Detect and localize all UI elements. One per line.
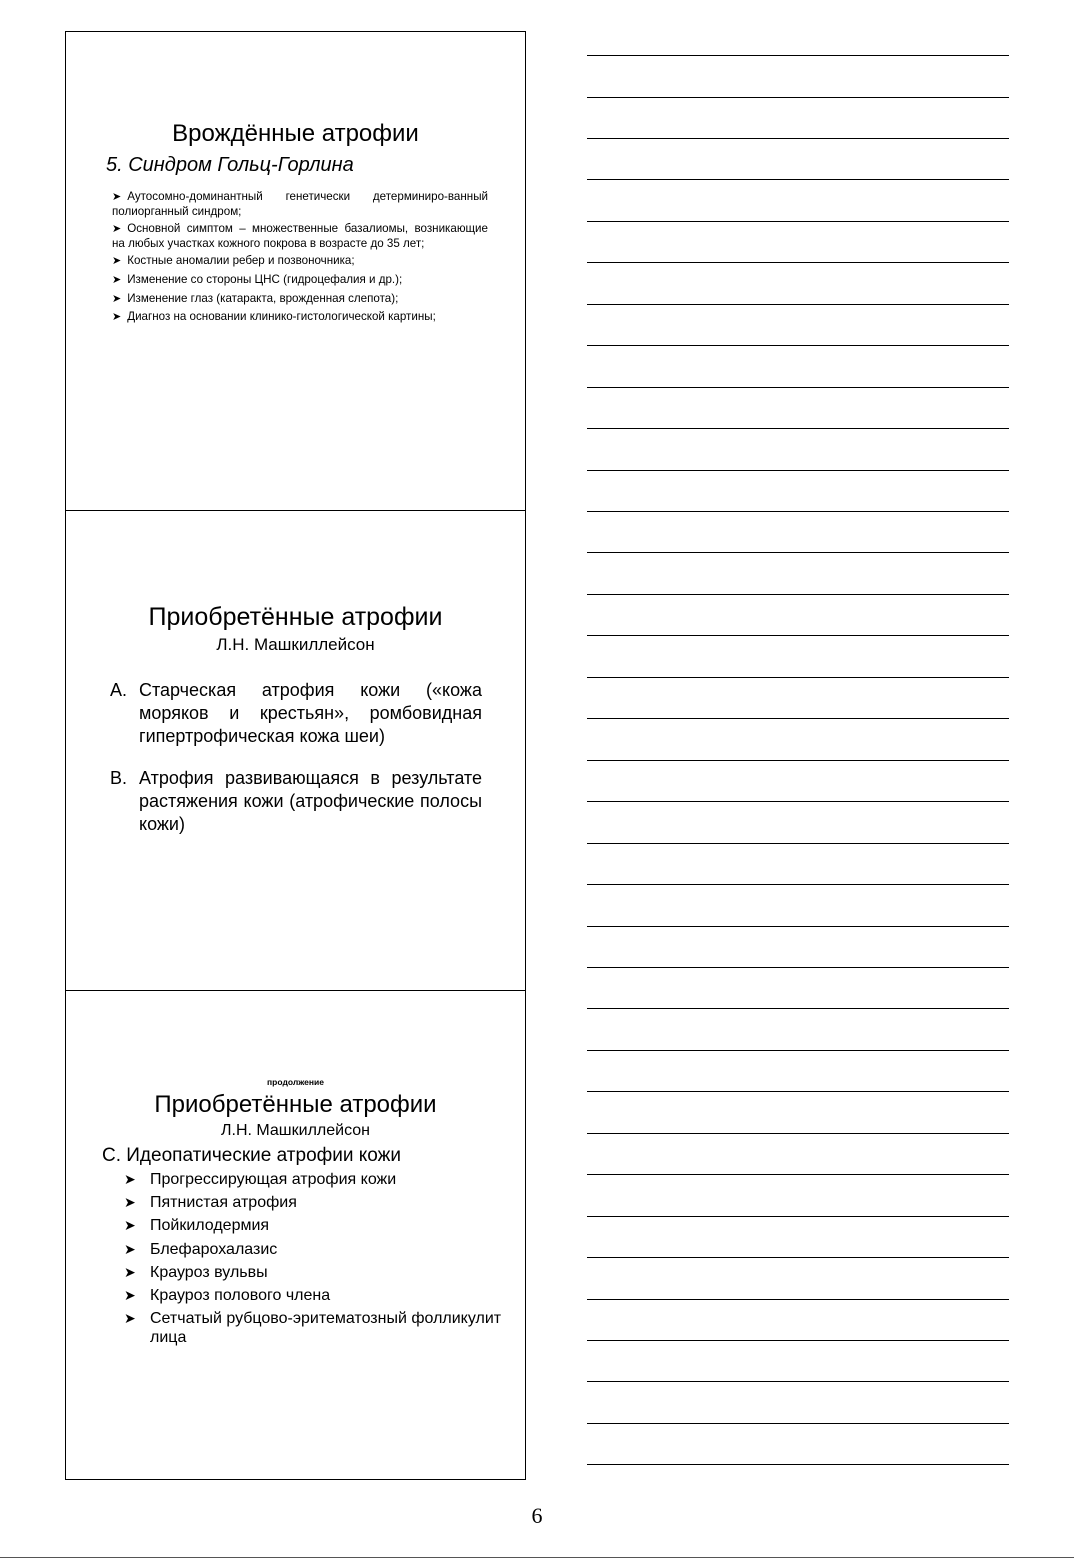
note-line xyxy=(587,1174,1009,1175)
slide-title: Приобретённые атрофии xyxy=(148,603,443,631)
list-item xyxy=(110,767,482,836)
note-line xyxy=(587,470,1009,471)
note-line xyxy=(587,843,1009,844)
list-item: ➤ Изменение глаз (катаракта, врожденная слепота); xyxy=(112,291,399,305)
item-letter: А. xyxy=(110,680,128,700)
note-line xyxy=(587,926,1009,927)
arrowhead-bullet-icon: ➤ xyxy=(124,1217,136,1234)
list-item: ➤ Сетчатый рубцово-эритематозный фолликулит лица xyxy=(124,1310,502,1347)
bullet-list xyxy=(112,190,488,329)
list-item: ➤ Пятнистая атрофия xyxy=(124,1194,297,1212)
note-line xyxy=(587,1299,1009,1300)
list-item: ➤ Костные аномалии ребер и позвоночника; xyxy=(112,254,355,268)
note-line xyxy=(587,262,1009,263)
slide-title: Приобретённые атрофии xyxy=(154,1091,437,1118)
note-line xyxy=(587,677,1009,678)
note-line xyxy=(587,138,1009,139)
slide-acquired-atrophies xyxy=(65,510,526,991)
note-line xyxy=(587,884,1009,885)
slide-congenital-atrophies xyxy=(65,31,526,511)
arrowhead-bullet-icon: ➤ xyxy=(112,191,122,203)
item-text: Старческая атрофия кожи («кожа моряков и крестьян», ромбовидная гипертрофическая кожа шеи) xyxy=(139,680,482,746)
bullet-list xyxy=(124,1170,504,1351)
slide-title: Врождённые атрофии xyxy=(172,120,419,147)
note-line xyxy=(587,387,1009,388)
note-line xyxy=(587,1381,1009,1382)
note-line xyxy=(587,552,1009,553)
list-item: ➤ Изменение со стороны ЦНС (гидроцефалия и др.); xyxy=(112,272,403,286)
note-line xyxy=(587,1008,1009,1009)
note-line xyxy=(587,1133,1009,1134)
slide-acquired-atrophies-continued xyxy=(65,990,526,1480)
note-line xyxy=(587,760,1009,761)
note-line xyxy=(587,511,1009,512)
page-bottom-divider xyxy=(0,1557,1074,1558)
note-line xyxy=(587,594,1009,595)
arrowhead-bullet-icon: ➤ xyxy=(124,1263,136,1280)
section-heading: С. Идеопатические атрофии кожи xyxy=(102,1145,401,1166)
list-item: ➤ Диагноз на основании клинико-гистологической картины; xyxy=(112,310,436,324)
note-line xyxy=(587,97,1009,98)
note-line xyxy=(587,221,1009,222)
note-line xyxy=(587,179,1009,180)
note-line xyxy=(587,1216,1009,1217)
list-item: ➤ Основной симптом – множественные базалиомы, возникающие на любых участках кожного покрова в возрасте до 35 лет; xyxy=(112,222,488,250)
note-line xyxy=(587,55,1009,56)
note-line xyxy=(587,718,1009,719)
list-item: ➤ Блефарохалазис xyxy=(124,1240,278,1258)
slide-author: Л.Н. Машкиллейсон xyxy=(221,1122,370,1139)
list-item: ➤ Крауроз вульвы xyxy=(124,1263,268,1281)
arrowhead-bullet-icon: ➤ xyxy=(112,273,122,286)
arrowhead-bullet-icon: ➤ xyxy=(112,311,122,324)
note-line xyxy=(587,1423,1009,1424)
arrowhead-bullet-icon: ➤ xyxy=(124,1286,136,1303)
note-line xyxy=(587,345,1009,346)
note-line xyxy=(587,801,1009,802)
slide-subtitle: 5. Синдром Гольц-Горлина xyxy=(106,154,354,176)
note-line xyxy=(587,1050,1009,1051)
list-item: ➤ Прогрессирующая атрофия кожи xyxy=(124,1171,397,1188)
arrowhead-bullet-icon: ➤ xyxy=(124,1240,136,1257)
list-item: ➤ Пойкилодермия xyxy=(124,1217,270,1235)
note-line xyxy=(587,1257,1009,1258)
note-line xyxy=(587,304,1009,305)
arrowhead-bullet-icon: ➤ xyxy=(124,1171,136,1187)
note-line xyxy=(587,1464,1009,1465)
arrowhead-bullet-icon: ➤ xyxy=(124,1194,136,1211)
item-letter: В. xyxy=(110,768,128,788)
item-text: Атрофия развивающаяся в результате растяжения кожи (атрофические полосы кожи) xyxy=(139,768,482,834)
arrowhead-bullet-icon: ➤ xyxy=(124,1310,136,1327)
page-number: 6 xyxy=(531,1503,543,1528)
arrowhead-bullet-icon: ➤ xyxy=(112,223,122,236)
continued-label: продолжение xyxy=(267,1077,324,1087)
arrowhead-bullet-icon: ➤ xyxy=(112,292,122,305)
list-item: ➤ Аутосомно-доминантный генетически детерминиро-ванный полиорганный синдром; xyxy=(112,190,488,218)
arrowhead-bullet-icon: ➤ xyxy=(112,255,122,268)
note-line xyxy=(587,1340,1009,1341)
note-line xyxy=(587,1091,1009,1092)
note-line xyxy=(587,635,1009,636)
list-item xyxy=(110,679,482,748)
list-item: ➤ Крауроз полового члена xyxy=(124,1286,331,1304)
note-line xyxy=(587,428,1009,429)
slide-author: Л.Н. Машкиллейсон xyxy=(216,635,375,654)
note-line xyxy=(587,967,1009,968)
